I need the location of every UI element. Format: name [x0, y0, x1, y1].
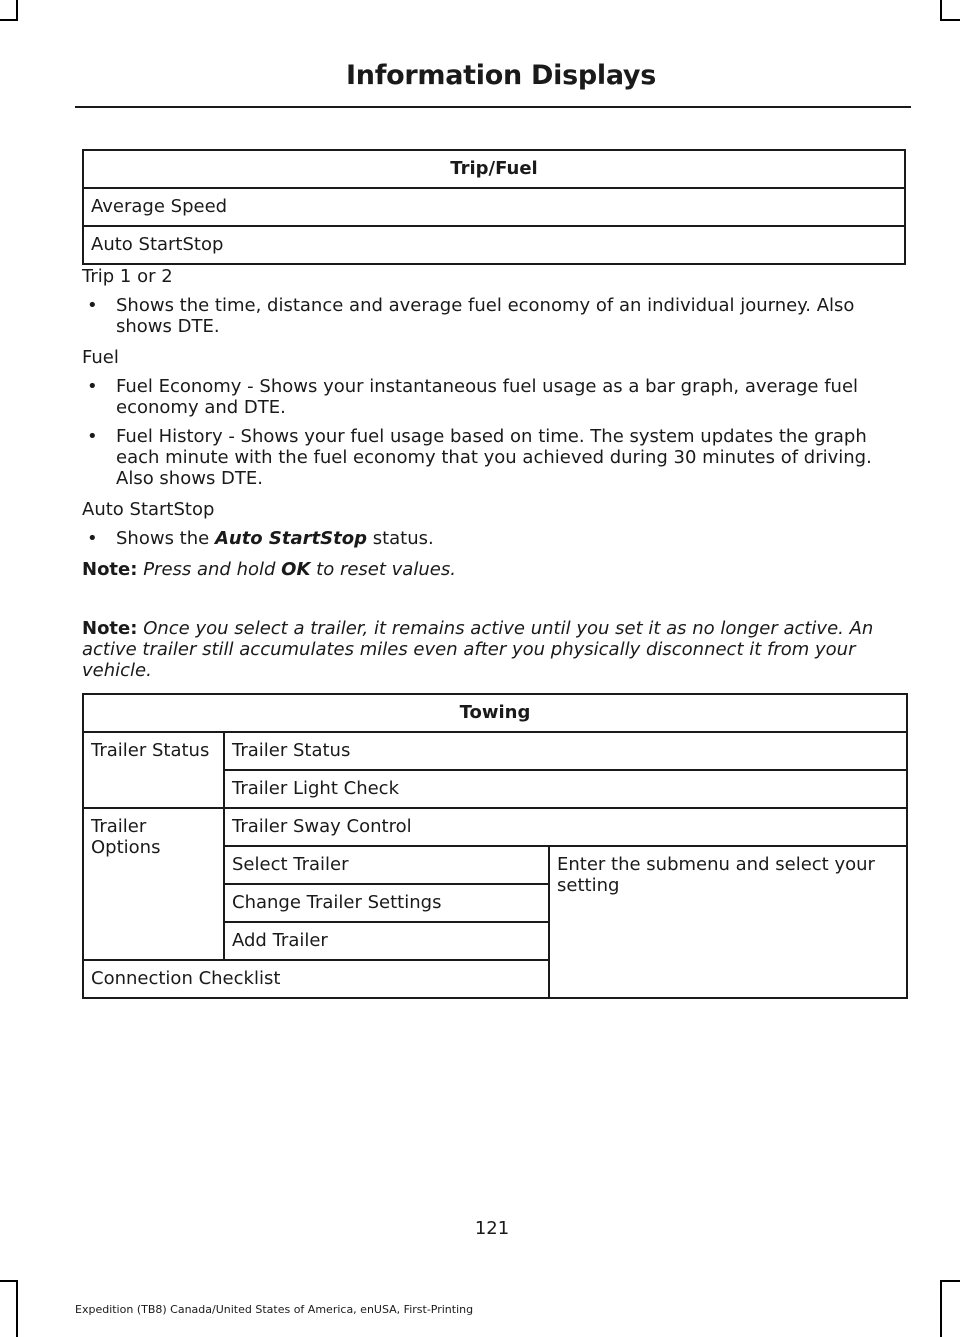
- crop-mark: [940, 19, 960, 21]
- bullet-icon: •: [87, 295, 98, 316]
- section-title: Trip 1 or 2: [82, 266, 173, 287]
- note-text: Once you select a trailer, it remains active until you set it as no longer active. An active trailer still accumulates miles even after you physically disconnect it from your vehicle.: [82, 618, 874, 681]
- table-cell: Average Speed: [83, 188, 905, 226]
- note-label: Note:: [82, 618, 138, 639]
- page-title: Information Displays: [346, 60, 656, 91]
- crop-mark: [0, 19, 18, 21]
- note-label: Note:: [82, 559, 138, 580]
- table-heading: Towing: [83, 694, 907, 732]
- list-item-text: Fuel Economy - Shows your instantaneous fuel usage as a bar graph, average fuel economy and DTE.: [116, 376, 859, 418]
- table-cell: Connection Checklist: [83, 960, 549, 998]
- page-content: [82, 149, 906, 999]
- table-cell: Auto StartStop: [83, 226, 905, 264]
- page-number: 121: [474, 1218, 510, 1239]
- list-item: [82, 426, 906, 489]
- trip-fuel-table: [82, 149, 906, 265]
- table-cell: Trailer Status: [224, 732, 907, 770]
- bullet-icon: •: [87, 376, 98, 397]
- table-cell: Trailer Status: [83, 732, 224, 808]
- list-item-emphasis: Auto StartStop: [214, 528, 367, 549]
- note-text: to reset values.: [316, 559, 456, 580]
- note: [82, 559, 906, 580]
- table-cell: Select Trailer: [224, 846, 549, 884]
- towing-table: [82, 693, 908, 999]
- list-item: [82, 295, 906, 337]
- footer-text: Expedition (TB8) Canada/United States of America, enUSA, First-Printing: [75, 1303, 474, 1316]
- bullet-icon: •: [87, 528, 98, 549]
- note: [82, 618, 906, 681]
- table-cell: Trailer Sway Control: [224, 808, 907, 846]
- section-title: Fuel: [82, 347, 119, 368]
- list-item-text: status.: [372, 528, 434, 549]
- crop-mark: [16, 1280, 18, 1337]
- table-cell: Enter the submenu and select your setting: [549, 846, 907, 998]
- note-emphasis: OK: [281, 559, 311, 580]
- note-text: Press and hold: [143, 559, 276, 580]
- crop-mark: [940, 1280, 942, 1337]
- bullet-icon: •: [87, 426, 98, 447]
- table-cell: Trailer Options: [83, 808, 224, 960]
- table-heading: Trip/Fuel: [83, 150, 905, 188]
- list-item-text: Shows the: [116, 528, 210, 549]
- header-divider: [75, 106, 911, 108]
- crop-mark: [16, 0, 18, 20]
- table-cell: Add Trailer: [224, 922, 549, 960]
- table-cell: Trailer Light Check: [224, 770, 907, 808]
- crop-mark: [940, 1280, 960, 1282]
- crop-mark: [940, 0, 942, 20]
- crop-mark: [0, 1280, 18, 1282]
- list-item-text: Fuel History - Shows your fuel usage based on time. The system updates the graph each minute with the fuel economy that you achieved during 30 minutes of driving. Also shows DTE.: [116, 426, 872, 489]
- list-item-text: Shows the time, distance and average fuel economy of an individual journey. Also shows DTE.: [116, 295, 855, 337]
- section-title: Auto StartStop: [82, 499, 215, 520]
- list-item: [82, 528, 906, 549]
- list-item: [82, 376, 906, 418]
- table-cell: Change Trailer Settings: [224, 884, 549, 922]
